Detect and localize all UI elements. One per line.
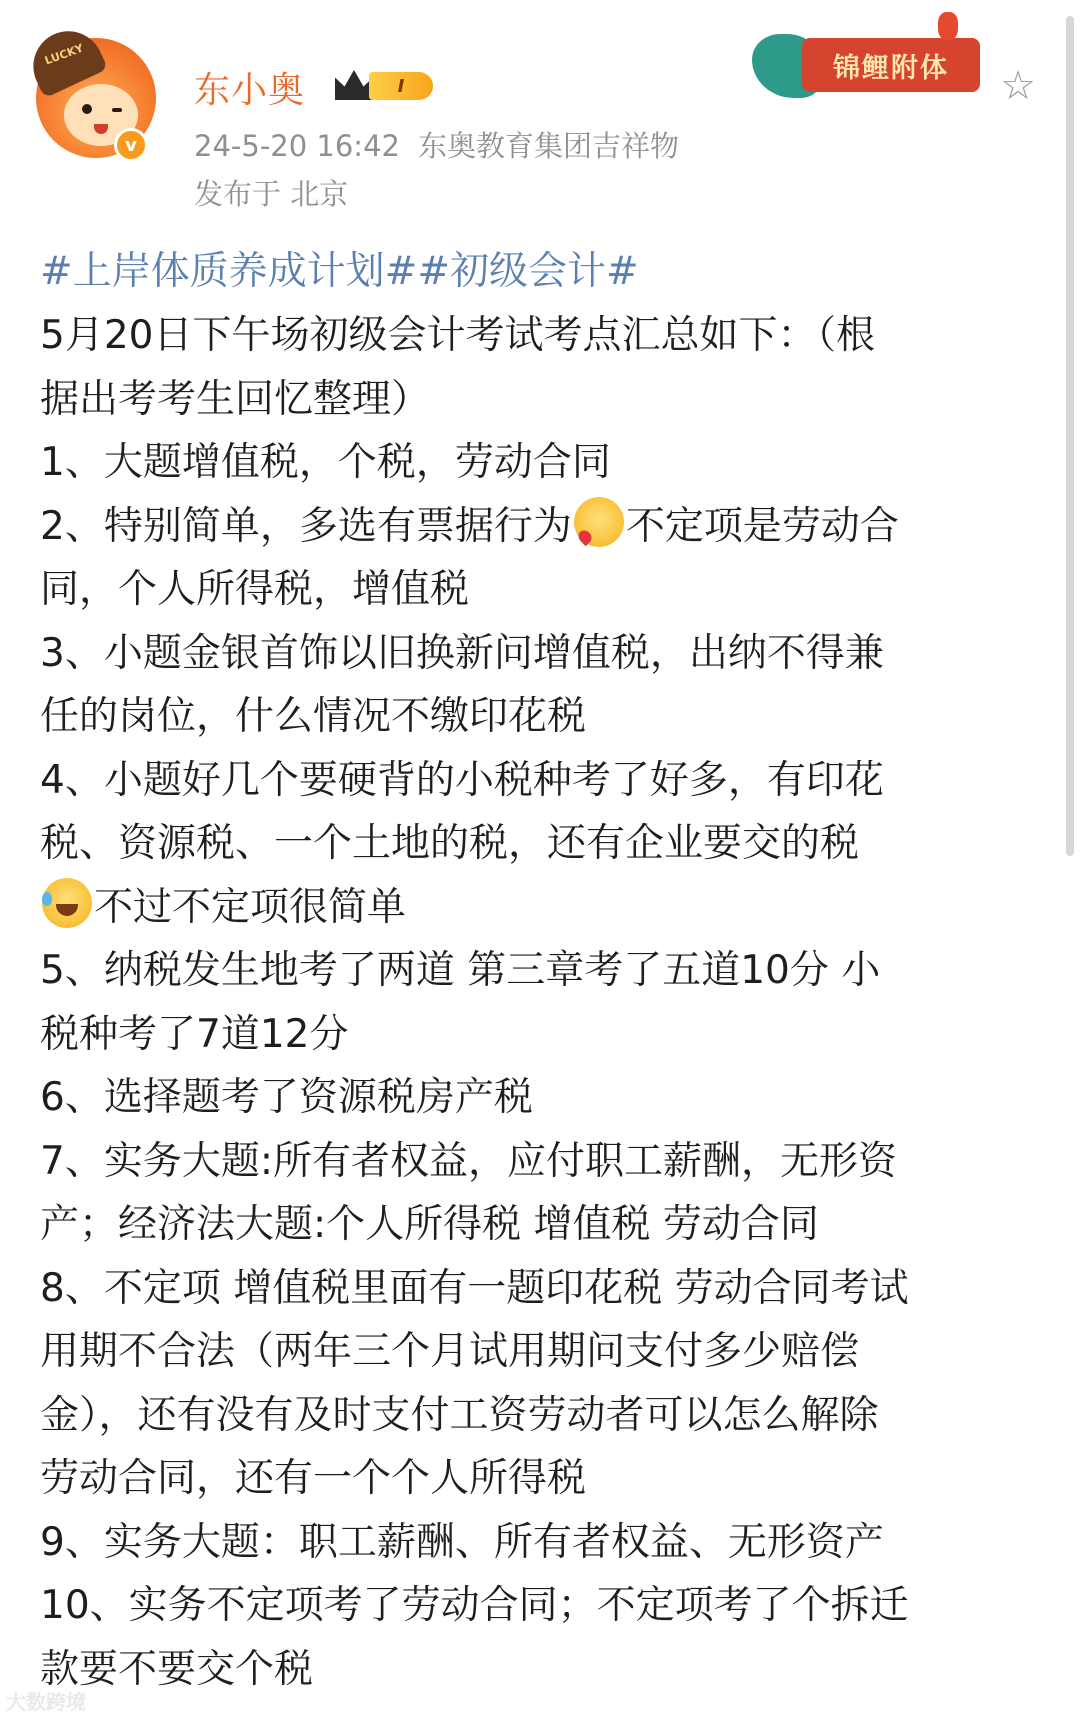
watermark: 大数跨境: [6, 1690, 86, 1714]
content-line: 7、实务大题:所有者权益，应付职工薪酬，无形资: [40, 1138, 897, 1184]
content-text: 2、特别简单，多选有票据行为: [40, 503, 572, 549]
author-description: 东奥教育集团吉祥物: [417, 129, 679, 163]
content-line: 据出考考生回忆整理）: [40, 376, 431, 422]
content-line: 9、实务大题：职工薪酬、所有者权益、无形资产: [40, 1519, 884, 1565]
content-line: 同，个人所得税，增值税: [40, 567, 470, 612]
content-line: 8、不定项 增值税里面有一题印花税 劳动合同考试: [40, 1265, 909, 1311]
content-line: 金），还有没有及时支付工资劳动者可以怎么解除: [40, 1392, 879, 1438]
content-line: 6、选择题考了资源税房产税: [40, 1075, 533, 1120]
content-line: [40, 495, 1040, 559]
content-line: 5月20日下午场初级会计考试考点汇总如下：（根: [40, 313, 875, 358]
content-line: 3、小题金银首饰以旧换新问增值税，出纳不得兼: [40, 630, 884, 676]
post-meta: [194, 124, 679, 165]
content-line: 劳动合同，还有一个个人所得税: [40, 1456, 587, 1501]
crown-icon: [335, 70, 373, 100]
content-line: 4、小题好几个要硬背的小税种考了好多，有印花: [40, 757, 884, 803]
avatar-cap-text: LUCKY: [42, 41, 86, 68]
mascot-wink-icon: [112, 108, 122, 112]
content-line: 产；经济法大题:个人所得税 增值税 劳动合同: [40, 1202, 819, 1247]
vip-level-label: I: [369, 72, 433, 100]
content-line: 税种考了7道12分: [40, 1011, 349, 1057]
love-face-emoji-icon: [574, 497, 624, 547]
lantern-icon: [938, 12, 958, 40]
festive-banner: 锦鲤附体: [802, 38, 980, 92]
content-line: 用期不合法（两年三个月试用期问支付多少赔偿: [40, 1329, 860, 1374]
author-name[interactable]: 东小奥: [194, 70, 306, 111]
favorite-star-icon[interactable]: ☆: [1000, 63, 1036, 109]
content-line: 5、纳税发生地考了两道 第三章考了五道10分 小: [40, 948, 881, 993]
content-line: [40, 876, 1040, 940]
vip-badge[interactable]: [335, 68, 437, 102]
hashtag-links[interactable]: #上岸体质养成计划##初级会计#: [40, 249, 639, 294]
post-location: 发布于 北京: [194, 177, 349, 211]
content-text: 不定项是劳动合: [625, 503, 899, 549]
content-line: 任的岗位，什么情况不缴印花税: [40, 694, 587, 739]
content-line: 1、大题增值税，个税，劳动合同: [40, 440, 611, 485]
festive-decoration: [742, 8, 1002, 104]
mascot-eye-icon: [82, 104, 92, 114]
content-text: 不过不定项很简单: [94, 884, 407, 930]
scrollbar[interactable]: [1066, 16, 1074, 856]
post-content: [40, 240, 1040, 1701]
content-line: 10、实务不定项考了劳动合同；不定项考了个拆迁: [40, 1583, 909, 1628]
content-line: 款要不要交个税: [40, 1646, 314, 1692]
laugh-cry-emoji-icon: [42, 878, 92, 928]
content-line: 税、资源税、一个土地的税，还有企业要交的税: [40, 821, 860, 866]
verified-badge-icon: v: [114, 128, 148, 162]
post-timestamp: 24-5-20 16:42: [194, 129, 400, 163]
